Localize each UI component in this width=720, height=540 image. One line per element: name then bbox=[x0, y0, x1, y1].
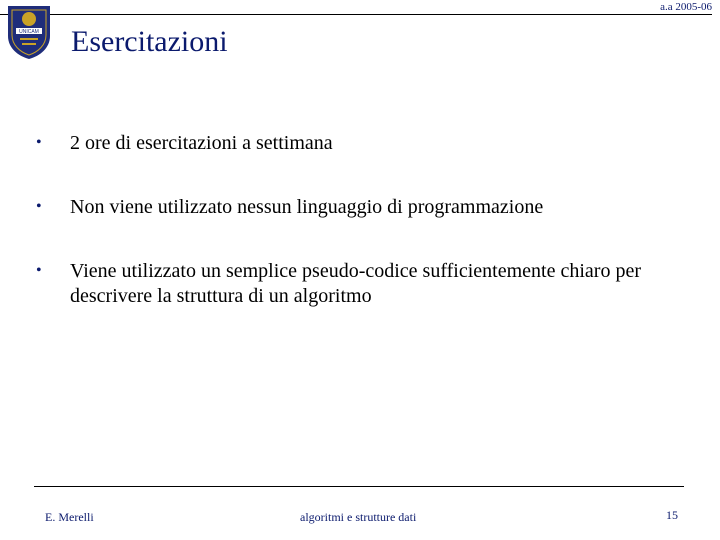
bullet-dot-icon: • bbox=[36, 262, 42, 279]
bullet-text: Non viene utilizzato nessun linguaggio di programmazione bbox=[70, 196, 544, 218]
page-number: 15 bbox=[666, 508, 678, 522]
university-crest-icon bbox=[4, 4, 54, 60]
bullet-text: Viene utilizzato un semplice pseudo-codice sufficientemente chiaro per descrivere la struttura di un algoritmo bbox=[70, 260, 641, 307]
logo-text: UNICAM bbox=[19, 29, 39, 35]
header-divider bbox=[0, 14, 712, 15]
academic-year-label: a.a 2005-06 bbox=[660, 1, 712, 13]
slide-title: Esercitazioni bbox=[71, 25, 228, 58]
bullet-dot-icon: • bbox=[36, 198, 42, 215]
footer-course: algoritmi e strutture dati bbox=[300, 510, 417, 524]
footer-divider bbox=[34, 486, 684, 487]
bullet-dot-icon: • bbox=[36, 134, 42, 151]
bullet-text: 2 ore di esercitazioni a settimana bbox=[70, 132, 333, 154]
footer-author: E. Merelli bbox=[45, 510, 94, 524]
